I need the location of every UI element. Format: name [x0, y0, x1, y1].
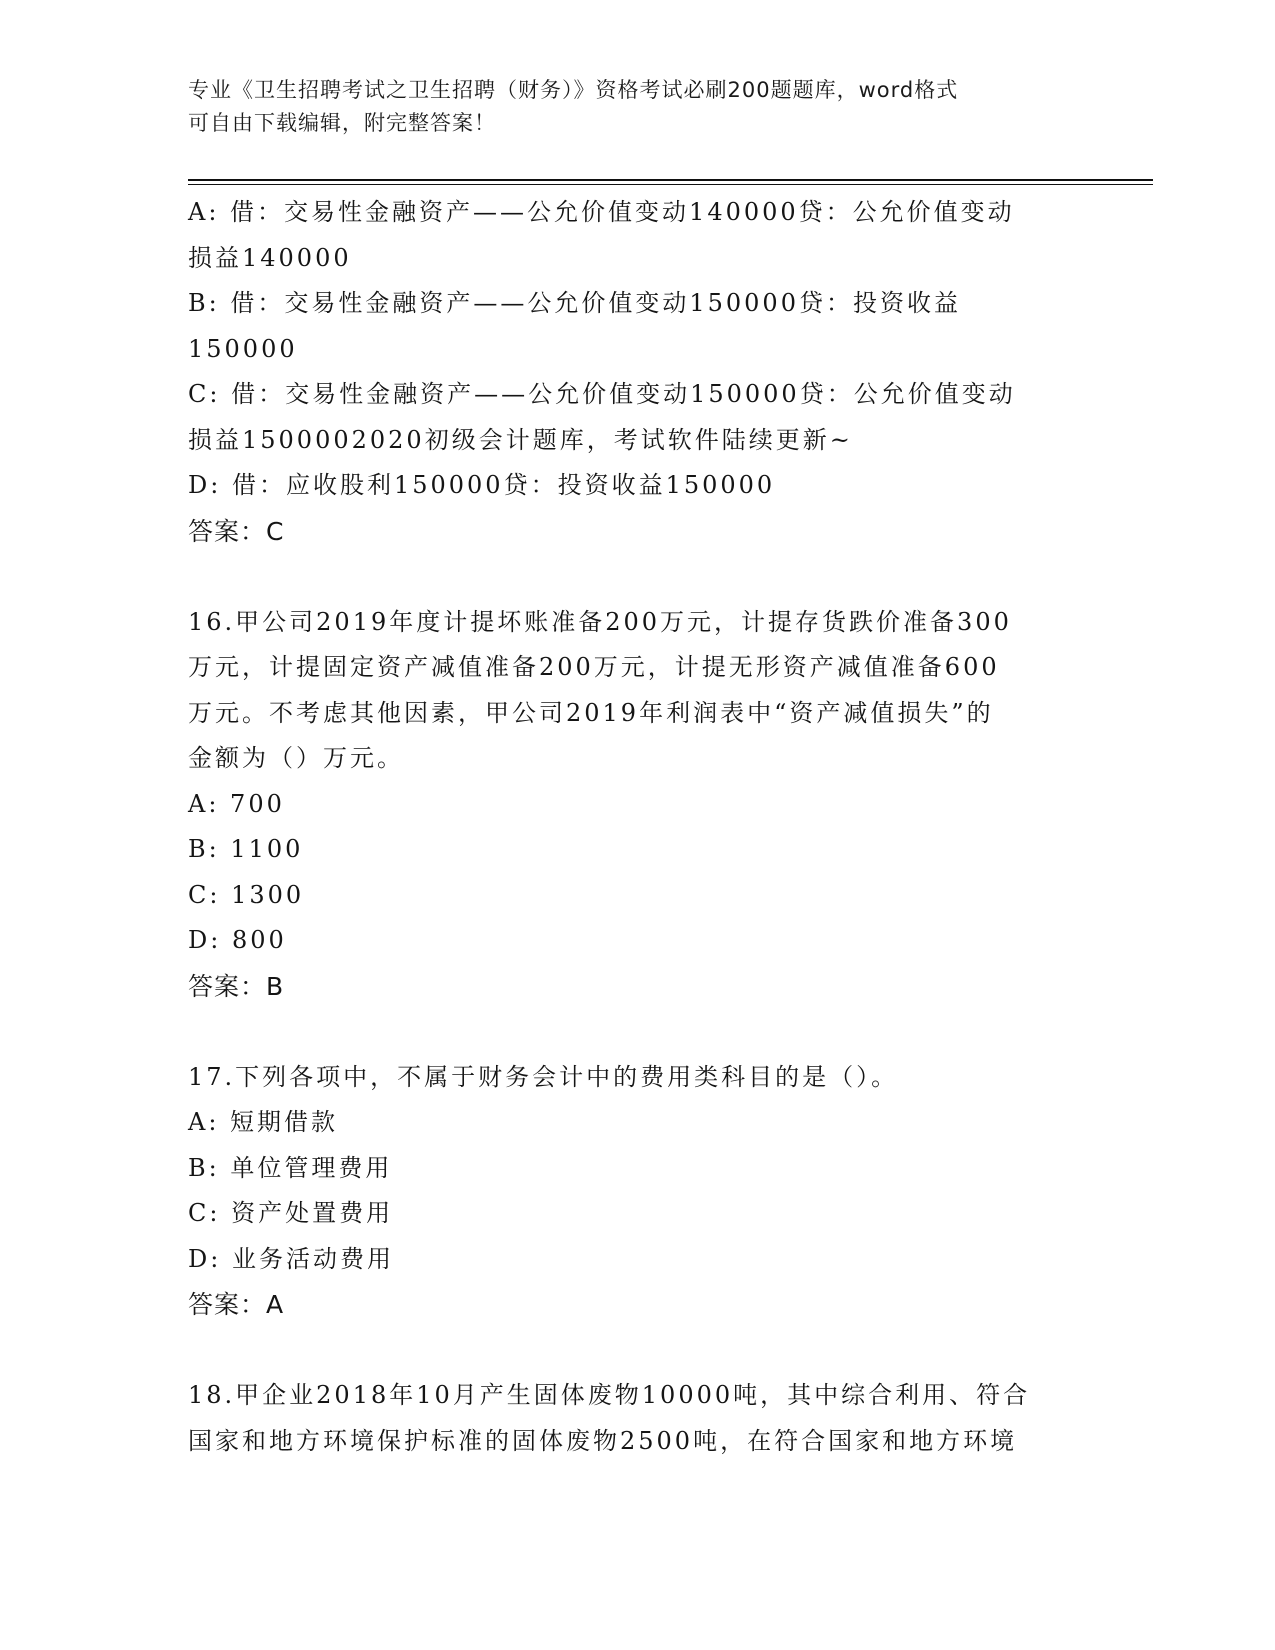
option-a-line-1: A: 借：交易性金融资产——公允价值变动140000贷：公允价值变动 [188, 198, 1015, 226]
header-rule-thin [188, 184, 1153, 185]
header-line-2: 可自由下载编辑，附完整答案！ [188, 111, 496, 135]
option-a: A: 短期借款 [188, 1108, 339, 1136]
spacer [188, 1328, 1088, 1374]
question-16-stem-3: 万元。不考虑其他因素，甲公司2019年利润表中“资产减值损失”的 [188, 698, 994, 727]
option-c-line-1: C: 借：交易性金融资产——公允价值变动150000贷：公允价值变动 [188, 380, 1016, 408]
header-rule-thick [188, 179, 1153, 181]
option-c: C: 1300 [188, 880, 305, 909]
question-16-stem-2: 万元，计提固定资产减值准备200万元，计提无形资产减值准备600 [188, 653, 1000, 681]
option-b-line-2: 150000 [188, 334, 298, 363]
option-d: D: 业务活动费用 [188, 1244, 394, 1273]
option-d: D: 800 [188, 926, 287, 954]
question-18-stem-1: 18.甲企业2018年10月产生固体废物10000吨，其中综合利用、符合 [188, 1381, 1031, 1409]
spacer [188, 554, 1088, 600]
option-b-line-1: B: 借：交易性金融资产——公允价值变动150000贷：投资收益 [188, 289, 961, 317]
question-17-stem: 17.下列各项中，不属于财务会计中的费用类科目的是（）。 [188, 1062, 899, 1091]
question-18-stem-2: 国家和地方环境保护标准的固体废物2500吨，在符合国家和地方环境 [188, 1426, 1018, 1455]
question-17 [188, 1055, 1088, 1328]
question-16 [188, 600, 1088, 1010]
question-16-stem-4: 金额为（）万元。 [188, 744, 404, 772]
option-a-line-2: 损益140000 [188, 243, 352, 272]
option-b: B: 单位管理费用 [188, 1153, 393, 1182]
option-c: C: 资产处置费用 [188, 1199, 394, 1227]
option-c-line-2: 损益1500002020初级会计题库，考试软件陆续更新~ [188, 425, 853, 454]
question-18 [188, 1373, 1088, 1464]
question-15-tail [188, 190, 1088, 554]
answer-17: 答案：A [188, 1290, 285, 1319]
question-16-stem-1: 16.甲公司2019年度计提坏账准备200万元，计提存货跌价准备300 [188, 607, 1012, 636]
answer-15: 答案：C [188, 516, 285, 546]
header-line-1: 专业《卫生招聘考试之卫生招聘（财务）》资格考试必刷200题题库，word格式 [188, 78, 959, 102]
document-header [188, 74, 1068, 140]
question-content [188, 190, 1088, 1464]
spacer [188, 1009, 1088, 1055]
option-a: A: 700 [188, 789, 285, 818]
option-b: B: 1100 [188, 835, 304, 863]
option-d-line-1: D: 借：应收股利150000贷：投资收益150000 [188, 471, 776, 499]
answer-16: 答案：B [188, 971, 285, 1001]
